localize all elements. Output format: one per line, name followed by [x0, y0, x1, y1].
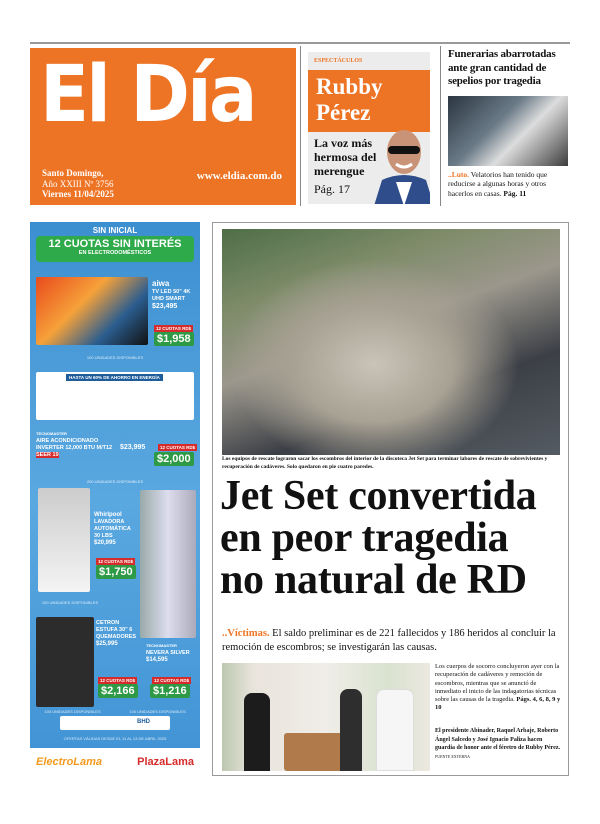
city: Santo Domingo,	[42, 168, 104, 178]
availability: 100 UNIDADES DISPONIBLES	[41, 600, 99, 605]
product-title: AIRE ACONDICIONADO INVERTER 12,000 BTU M/T12	[36, 438, 113, 451]
electrolama-ad[interactable]	[30, 222, 200, 778]
tv-image	[36, 277, 148, 345]
product-title: ESTUFA 30" 6 QUEMADORES	[96, 627, 137, 640]
installment-tag: 12 CUOTAS RD$	[98, 559, 134, 564]
installment-tag: 12 CUOTAS RD$	[156, 326, 192, 331]
kicker: ..Víctimas.	[222, 628, 270, 639]
brand: TECNOMASTER	[36, 431, 67, 436]
masthead-info	[42, 168, 114, 200]
page-ref: Págs. 4, 6, 8, 9 y 10	[435, 696, 561, 712]
lead-headline	[220, 475, 565, 601]
funeral-photo	[448, 96, 568, 166]
installment-price: $1,750	[96, 565, 136, 579]
installment-tag: 12 CUOTAS RD$	[100, 678, 136, 683]
caption-text: Velatorios han tenido que reducirse a algunas horas y otros hacerlos en casas.	[448, 169, 548, 198]
headline-line: Jet Set convertida	[220, 473, 537, 519]
product-title: TV LED 50" 4K UHD SMART	[152, 289, 191, 302]
was-price: $20,995	[94, 540, 116, 546]
brand: CETRON	[96, 620, 120, 626]
ad-subtitle: EN ELECTRODOMÉSTICOS	[78, 250, 152, 256]
teaser-headline: Funerarias abarrotadas ante gran cantidad de sepelios por tragedia	[448, 48, 556, 87]
photo-credit: FUENTE EXTERNA	[435, 753, 470, 759]
was-price: $25,995	[96, 641, 118, 647]
installment-price: $1,958	[154, 332, 194, 346]
page-ref: Pág. 17	[314, 182, 350, 196]
column-divider	[440, 46, 441, 206]
casket	[284, 733, 344, 771]
photo-caption: Los equipos de rescate lograron sacar los escombros del interior de la discoteca Jet Set para terminar labores de rescate de sobrevivientes y recuperación de cadáveres. Solo quedaron en pie cuatro paredes.	[222, 456, 548, 470]
jet-set-aerial-photo	[222, 229, 560, 455]
product-title: LAVADORA AUTOMÁTICA 30 LBS	[94, 519, 131, 539]
teaser-caption	[448, 170, 572, 199]
masthead	[30, 48, 296, 205]
brand: TECNOMASTER	[146, 643, 177, 648]
brand: aiwa	[152, 279, 170, 288]
was-price: $23,995	[120, 444, 146, 451]
person	[376, 689, 414, 771]
photo2-caption	[435, 727, 563, 761]
installment-tag: 12 CUOTAS RD$	[160, 445, 196, 450]
date: Viernes 11/04/2025	[42, 189, 114, 199]
availability: 100 UNIDADES DISPONIBLES	[129, 709, 186, 714]
ad-top: SIN INICIAL	[92, 226, 138, 235]
electrolama-logo: ElectroLama	[36, 756, 103, 768]
seer-badge: SEER 19	[36, 452, 59, 458]
installment-price: $1,216	[150, 684, 190, 698]
funerarias-teaser[interactable]	[448, 48, 572, 198]
energy-banner: HASTA UN 60% DE AHORRO EN ENERGÍA	[66, 374, 163, 381]
name-line: Pérez	[316, 100, 371, 125]
kicker: ..Luto.	[448, 169, 470, 179]
headline-line: en peor tragedia	[220, 515, 509, 561]
availability: 100 UNIDADES DISPONIBLES	[86, 355, 144, 360]
website-link[interactable]: www.eldia.com.do	[196, 170, 282, 182]
store-logos	[30, 748, 200, 778]
body-text: Los cuerpos de socorro concluyeron ayer con la recuperación de cadáveres y remoción de escombros, mientras que se anunció de inmediato el inicio de las indagatorias técnicas sobre las causas de la tragedia.	[435, 663, 560, 704]
name-line: Rubby	[316, 74, 383, 99]
page-ref: Pág. 11	[503, 188, 527, 198]
availability: 200 UNIDADES DISPONIBLES	[86, 479, 144, 484]
bank-logo: BHD	[60, 716, 170, 730]
column-divider	[300, 46, 301, 206]
washer-image	[38, 488, 90, 592]
section-label: ESPECTÁCULOS	[314, 58, 363, 64]
lead-dek	[222, 627, 562, 655]
installment-price: $2,000	[154, 452, 194, 466]
rubby-teaser[interactable]	[308, 52, 430, 204]
honor-guard-photo	[222, 663, 430, 771]
person	[340, 689, 362, 771]
person	[244, 693, 270, 771]
availability: 100 UNIDADES DISPONIBLES	[44, 709, 101, 714]
dek-text: El saldo preliminar es de 221 fallecidos y 186 heridos al concluir la remoción de escombros; se investigarán las causas.	[222, 628, 556, 653]
was-price: $23,495	[152, 303, 178, 310]
installment-tag: 12 CUOTAS RD$	[154, 678, 190, 683]
ad-banner	[36, 236, 194, 262]
plazalama-logo: PlazaLama	[137, 756, 194, 768]
top-rule	[30, 42, 570, 44]
headline-line: no natural de RD	[220, 557, 527, 603]
stove-image	[36, 617, 94, 707]
teaser-dek: La voz más hermosa del merengue	[314, 136, 377, 178]
offer-validity: OFERTAS VÁLIDAS DESDE EL 11 AL 13 DE ABRIL 2025	[63, 736, 167, 741]
story-body	[435, 663, 563, 713]
caption-text: El presidente Abinader, Raquel Arbaje, Roberto Ángel Salcedo y José Ignacio Paliza hacen guardia de honor ante el féretro de Rubby Pérez.	[435, 728, 561, 752]
masthead-logo: El Día	[40, 50, 255, 140]
brand: Whirlpool	[94, 512, 122, 518]
was-price: $14,595	[146, 657, 168, 663]
edition: Año XXIII Nº 3756	[42, 178, 114, 189]
ad-title: 12 CUOTAS SIN INTERÉS	[48, 238, 182, 250]
lead-story[interactable]	[212, 222, 569, 776]
fridge-image	[140, 490, 196, 638]
product-title: NEVERA SILVER	[146, 650, 190, 656]
installment-price: $2,166	[98, 684, 138, 698]
